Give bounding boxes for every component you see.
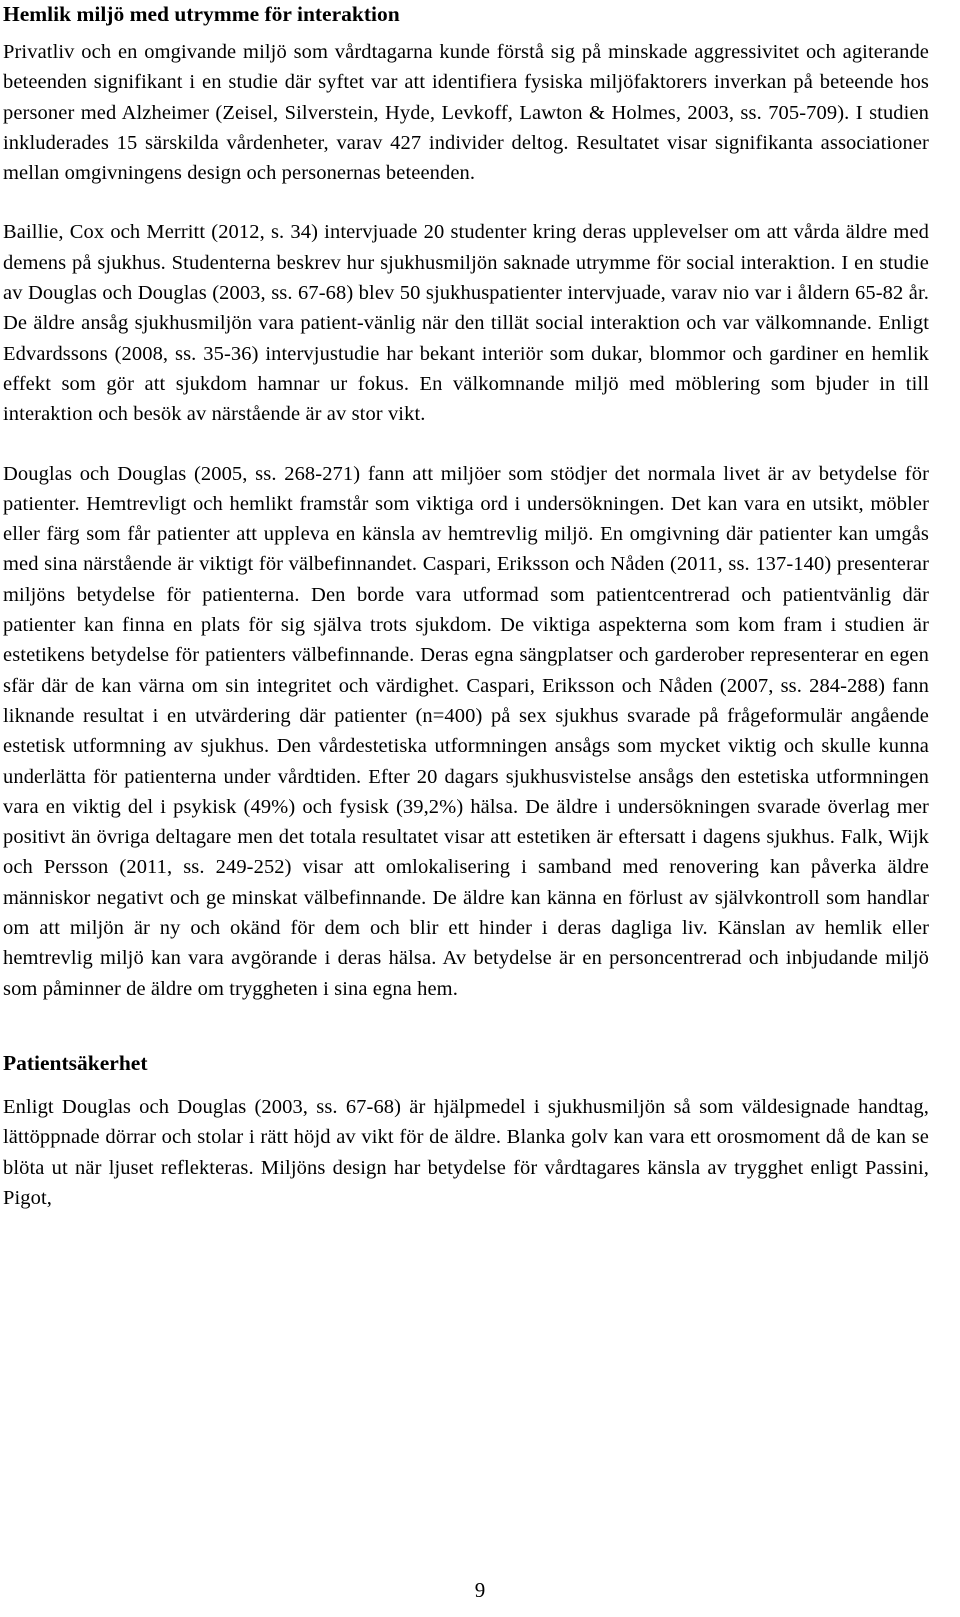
section-heading-hemlik-miljo: Hemlik miljö med utrymme för interaktion: [3, 2, 400, 26]
paragraph: Baillie, Cox och Merritt (2012, s. 34) intervjuade 20 studenter kring deras upplevelser om att vårda äldre med demens på sjukhus. Studenterna beskrev hur sjukhusmiljön saknade utrymme för social interaktion. I en studie av Douglas och Douglas (2003, ss. 67-68) blev 50 sjukhuspatienter intervjuade, varav nio var i åldern 65-82 år. De äldre ansåg sjukhusmiljön vara patient-vänlig när den tillät social interaktion och var välkomnande. Enligt Edvardssons (2008, ss. 35-36) intervjustudie har bekant interiör som dukar, blommor och gardiner en hemlik effekt som gör att sjukdom hamnar ur fokus. En välkomnande miljö med möblering som bjuder in till interaktion och besök av närstående är av stor vikt.: [3, 221, 929, 426]
paragraph: Douglas och Douglas (2005, ss. 268-271) fann att miljöer som stödjer det normala livet är av betydelse för patienter. Hemtrevligt och hemlikt framstår som viktiga ord i undersökningen. Det kan vara en utsikt, möbler eller färg som får patienter att uppleva en känsla av hemtrevlig miljö. En omgivning där patienter kan umgås med sina närstående är viktigt för välbefinnandet. Caspari, Eriksson och Nåden (2011, ss. 137-140) presenterar miljöns betydelse för patienterna. Den borde vara utformad som patientcentrerad och patientvänlig där patienter kan finna en plats för sig själva trots sjukdom. De viktiga aspekterna som kom fram i studien är estetikens betydelse för patienters välbefinnande. Deras egna sängplatser och garderober representerar en egen sfär där de kan värna om sin integritet och värdighet. Caspari, Eriksson och Nåden (2007, ss. 284-288) fann liknande resultat i en utvärdering där patienter (n=400) på sex sjukhus svarade på frågeformulär angående estetisk utformning av sjukhus. Den vårdestetiska utformningen ansågs som mycket viktig och skulle kunna underlätta för patienterna under vårdtiden. Efter 20 dagars sjukhusvistelse ansågs den estetiska utformningen vara en viktig del i psykisk (49%) och fysisk (39,2%) hälsa. De äldre i undersökningen svarade överlag mer positivt än övriga deltagare men det totala resultatet visar att estetiken är eftersatt i dagens sjukhus. Falk, Wijk och Persson (2011, ss. 249-252) visar att omlokalisering i samband med renovering kan påverka äldre människor negativt och ge minskat välbefinnande. De äldre kan känna en förlust av självkontroll som handlar om att miljön är ny och okänd för dem och blir ett hinder i deras dagliga liv. Känslan av hemlik eller hemtrevlig miljö kan vara avgörande i deras hälsa. Av betydelse är en personcentrerad och inbjudande miljö som påminner de äldre om tryggheten i sina egna hem.: [3, 462, 929, 1000]
paragraph: Enligt Douglas och Douglas (2003, ss. 67-68) är hjälpmedel i sjukhusmiljön så som väldesignade handtag, lättöppnade dörrar och stolar i rätt höjd av vikt för de äldre. Blanka golv kan vara ett orosmoment då de kan se blöta ut när ljuset reflekteras. Miljöns design har betydelse för vårdtagares känsla av trygghet enligt Passini, Pigot,: [3, 1095, 929, 1209]
page-number: 9: [474, 1578, 486, 1602]
section-heading-patientsakerhet: Patientsäkerhet: [3, 1050, 148, 1075]
page-content: [3, 0, 929, 1213]
paragraph: Privatliv och en omgivande miljö som vårdtagarna kunde förstå sig på minskade aggressivitet och agiterande beteenden signifikant i en studie där syftet var att identifiera fysiska miljöfaktorers inverkan på beteende hos personer med Alzheimer (Zeisel, Silverstein, Hyde, Levkoff, Lawton & Holmes, 2003, ss. 705-709). I studien inkluderades 15 särskilda vårdenheter, varav 427 individer deltog. Resultatet visar signifikanta associationer mellan omgivningens design och personernas beteenden.: [3, 41, 929, 185]
